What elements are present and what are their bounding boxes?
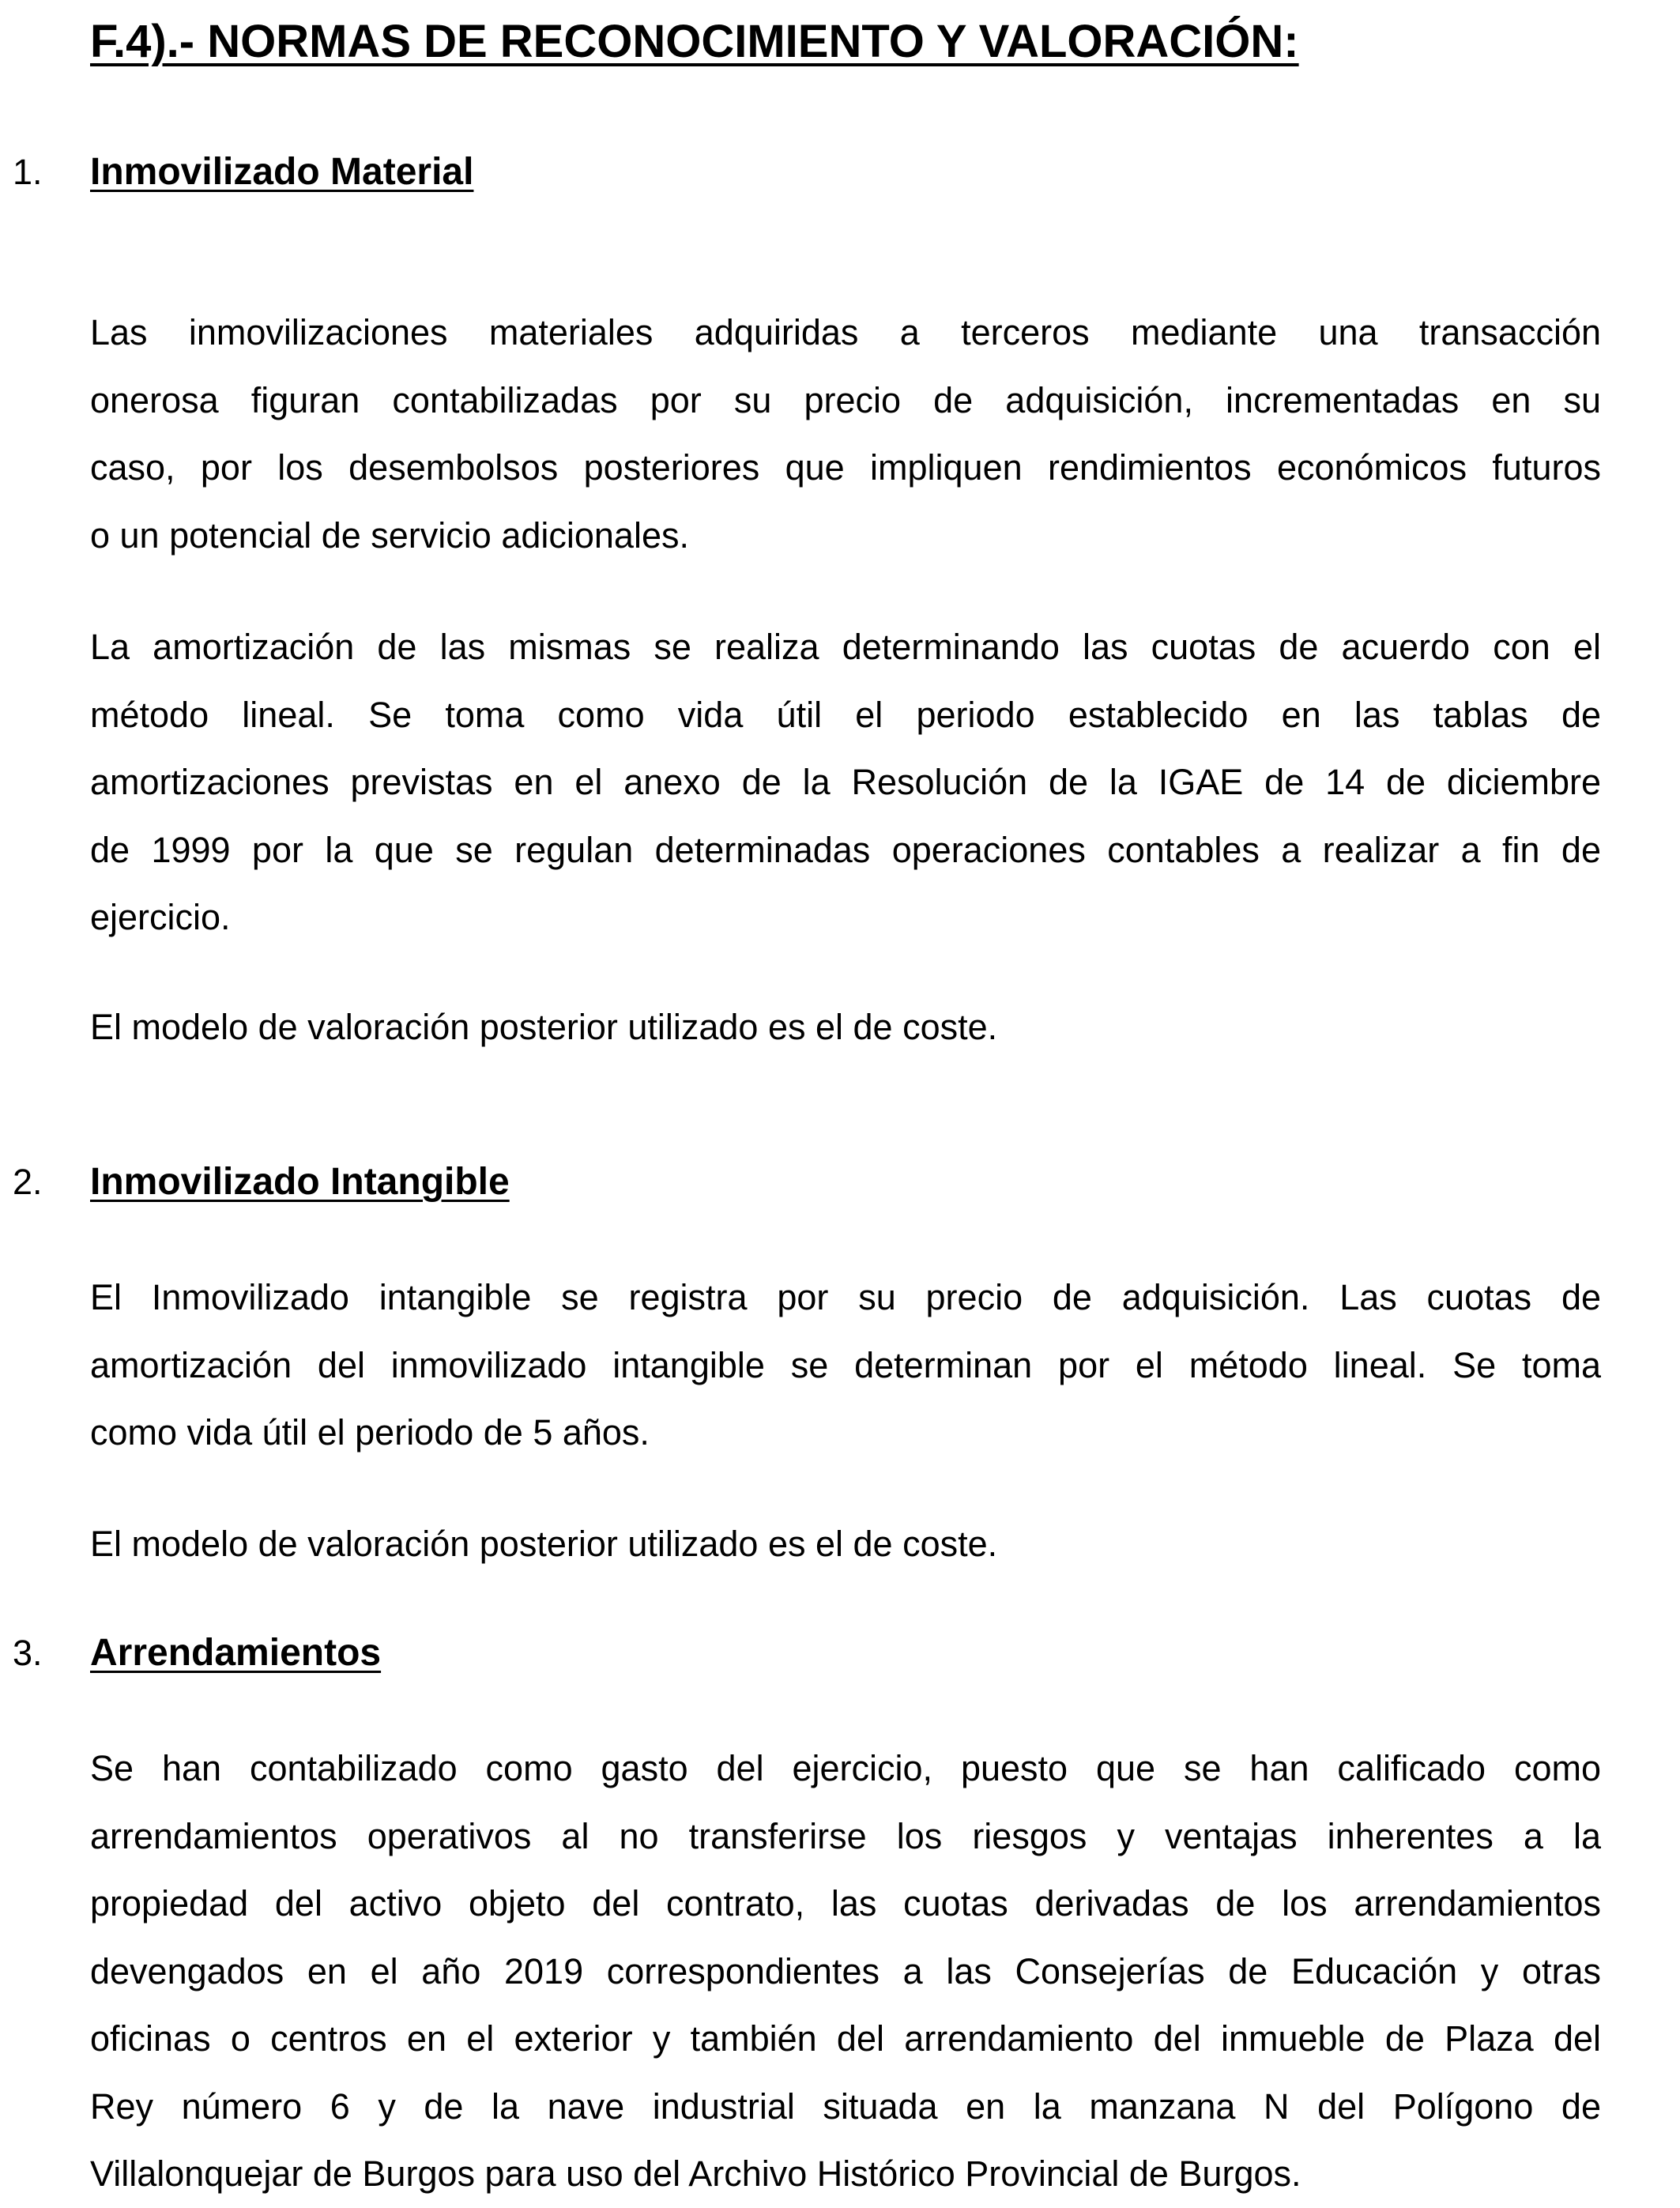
text-line: El Inmovilizado intangible se registra por su precio de adquisición. Las cuotas de: [90, 1277, 1601, 1317]
section-heading-arrendamientos: Arrendamientos: [90, 1632, 382, 1674]
text-line: de 1999 por la que se regulan determinadas operaciones contables a realizar a fin de: [90, 829, 1601, 870]
text-line: método lineal. Se toma como vida útil el periodo establecido en las tablas de: [90, 694, 1601, 735]
text-line: Villalonquejar de Burgos para uso del Archivo Histórico Provincial de Burgos.: [90, 2153, 1301, 2194]
paragraph: [90, 299, 1601, 569]
section-heading-inmovilizado-intangible: Inmovilizado Intangible: [90, 1161, 510, 1203]
paragraph: [90, 613, 1601, 951]
text-line: oficinas o centros en el exterior y también del arrendamiento del inmueble de Plaza del: [90, 2018, 1601, 2059]
paragraph: [90, 1510, 1601, 1578]
paragraph: [90, 993, 1601, 1061]
text-line: ejercicio.: [90, 897, 231, 937]
section-number: 1.: [13, 152, 43, 192]
section-heading-inmovilizado-material: Inmovilizado Material: [90, 151, 474, 193]
text-line: El modelo de valoración posterior utilizado es el de coste.: [90, 1524, 998, 1564]
text-line: Las inmovilizaciones materiales adquiridas a terceros mediante una transacción: [90, 312, 1601, 352]
text-line: Rey número 6 y de la nave industrial situada en la manzana N del Polígono de: [90, 2086, 1601, 2127]
section-number: 2.: [13, 1162, 43, 1202]
text-line: La amortización de las mismas se realiza determinando las cuotas de acuerdo con el: [90, 627, 1601, 667]
section-number: 3.: [13, 1633, 43, 1673]
text-line: amortización del inmovilizado intangible se determinan por el método lineal. Se toma: [90, 1344, 1601, 1385]
page-title: F.4).- NORMAS DE RECONOCIMIENTO Y VALORACIÓN:: [90, 16, 1299, 67]
paragraph: [90, 1264, 1601, 1467]
text-line: propiedad del activo objeto del contrato, las cuotas derivadas de los arrendamientos: [90, 1883, 1601, 1924]
text-line: amortizaciones previstas en el anexo de la Resolución de la IGAE de 14 de diciembre: [90, 762, 1601, 802]
text-line: devengados en el año 2019 correspondientes a las Consejerías de Educación y otras: [90, 1950, 1601, 1991]
text-line: caso, por los desembolsos posteriores que impliquen rendimientos económicos futuros: [90, 447, 1601, 488]
text-line: como vida útil el periodo de 5 años.: [90, 1412, 650, 1453]
text-line: El modelo de valoración posterior utilizado es el de coste.: [90, 1007, 998, 1047]
text-line: Se han contabilizado como gasto del ejercicio, puesto que se han calificado como: [90, 1748, 1601, 1788]
text-line: o un potencial de servicio adicionales.: [90, 514, 689, 556]
text-line: onerosa figuran contabilizadas por su precio de adquisición, incrementadas en su: [90, 379, 1601, 420]
text-line: arrendamientos operativos al no transferirse los riesgos y ventajas inherentes a la: [90, 1815, 1601, 1856]
paragraph: [90, 1735, 1601, 2208]
